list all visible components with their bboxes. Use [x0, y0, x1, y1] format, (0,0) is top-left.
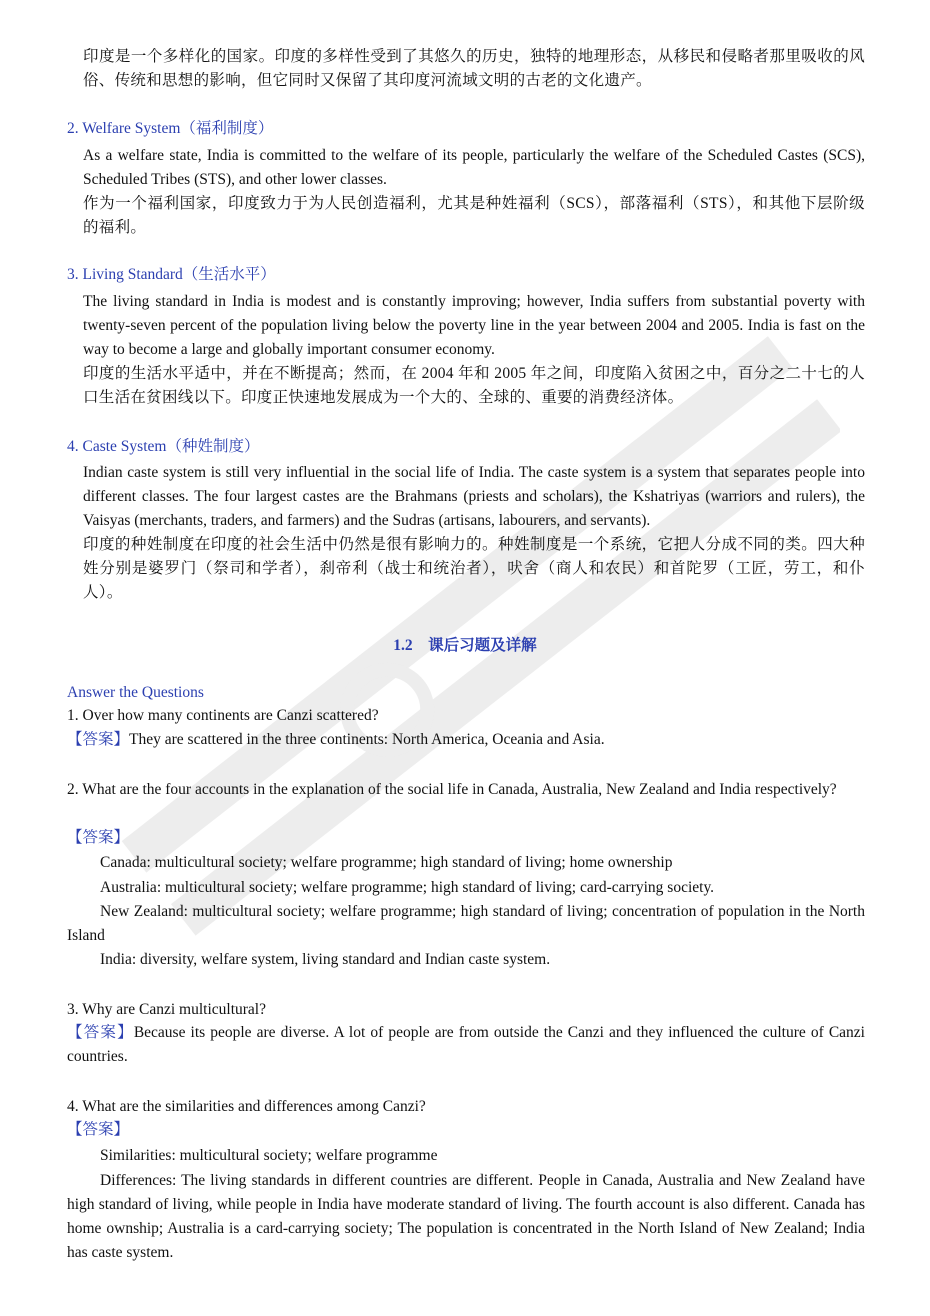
question-4: 4. What are the similarities and differences among Canzi? [67, 1098, 426, 1115]
answer-tag: 【答案】 [67, 1121, 130, 1138]
answer-3-text: Because its people are diverse. A lot of people are from outside the Canzi and they influenced the culture of Canzi countries. [67, 1024, 865, 1065]
answer-2-australia: Australia: multicultural society; welfare programme; high standard of living; card-carrying society. [100, 879, 715, 896]
answer-tag: 【答案】 [67, 731, 130, 748]
answer-2-india: India: diversity, welfare system, living standard and Indian caste system. [100, 951, 551, 968]
question-2: 2. What are the four accounts in the explanation of the social life in Canada, Australia, New Zealand and India respectively? [67, 781, 837, 798]
welfare-cn: 作为一个福利国家，印度致力于为人民创造福利，尤其是种姓福利（SCS），部落福利（STS），和其他下层阶级的福利。 [83, 195, 865, 236]
welfare-en: As a welfare state, India is committed to the welfare of its people, particularly the welfare of the Scheduled Castes (SCS), Scheduled Tribes (STS), and other lower classes. [83, 147, 865, 188]
answer-2-new-zealand: New Zealand: multicultural society; welfare programme; high standard of living; concentration of population in the North Island [67, 903, 865, 944]
answer-1 [67, 728, 865, 752]
section-heading-welfare: 2. Welfare System（福利制度） [67, 120, 274, 137]
caste-system-en: Indian caste system is still very influential in the social life of India. The caste system is a system that separates people into different classes. The four largest castes are the Brahmans (priests and scholars), the Kshatriyas (warriors and rulers), the Vaisyas (merchants, traders, and farmers) and the Sudras (artisans, labourers, and servants). [83, 464, 865, 529]
answer-1-text: They are scattered in the three continents: North America, Oceania and Asia. [129, 731, 605, 748]
answer-3 [67, 1021, 865, 1069]
answer-tag: 【答案】 [67, 829, 130, 846]
qa-heading: Answer the Questions [67, 684, 204, 701]
answer-4-similarities: Similarities: multicultural society; welfare programme [100, 1147, 438, 1164]
caste-system-cn: 印度的种姓制度在印度的社会生活中仍然是很有影响力的。种姓制度是一个系统，它把人分成不同的类。四大种姓分别是婆罗门（祭司和学者），刹帝利（战士和统治者），吠舍（商人和农民）和首陀罗（工匠，劳工，和仆人）。 [83, 536, 865, 601]
section-heading-caste-system: 4. Caste System（种姓制度） [67, 438, 260, 455]
question-3: 3. Why are Canzi multicultural? [67, 1001, 266, 1018]
answer-2-canada: Canada: multicultural society; welfare programme; high standard of living; home ownership [100, 854, 673, 871]
section-heading-living-standard: 3. Living Standard（生活水平） [67, 266, 276, 283]
answer-4-differences: Differences: The living standards in different countries are different. People in Canada, Australia and New Zealand have high standard of living, while people in India have moderate standard of living. The fourth account is also different. Canada has home ownship; Australia is a card-carrying society; The population is concentrated in the North Island of New Zealand; India has caste system. [67, 1172, 865, 1261]
india-intro-cn: 印度是一个多样化的国家。印度的多样性受到了其悠久的历史，独特的地理形态，从移民和侵略者那里吸收的风俗、传统和思想的影响，但它同时又保留了其印度河流域文明的古老的文化遗产。 [83, 48, 865, 89]
answer-4-tag [67, 1118, 865, 1142]
section-title: 1.2 课后习题及详解 [393, 637, 537, 654]
living-standard-en: The living standard in India is modest and is constantly improving; however, India suffers from substantial poverty with twenty-seven percent of the population living below the poverty line in the year between 2004 and 2005. India is fast on the way to become a large and globally important consumer economy. [83, 293, 865, 358]
answer-2-tag [67, 826, 865, 850]
question-1: 1. Over how many continents are Canzi scattered? [67, 707, 379, 724]
living-standard-cn: 印度的生活水平适中，并在不断提高；然而，在 2004 年和 2005 年之间，印度陷入贫困之中，百分之二十七的人口生活在贫困线以下。印度正快速地发展成为一个大的、全球的、重要的消费经济体。 [83, 365, 865, 406]
answer-tag: 【答案】 [67, 1024, 134, 1041]
